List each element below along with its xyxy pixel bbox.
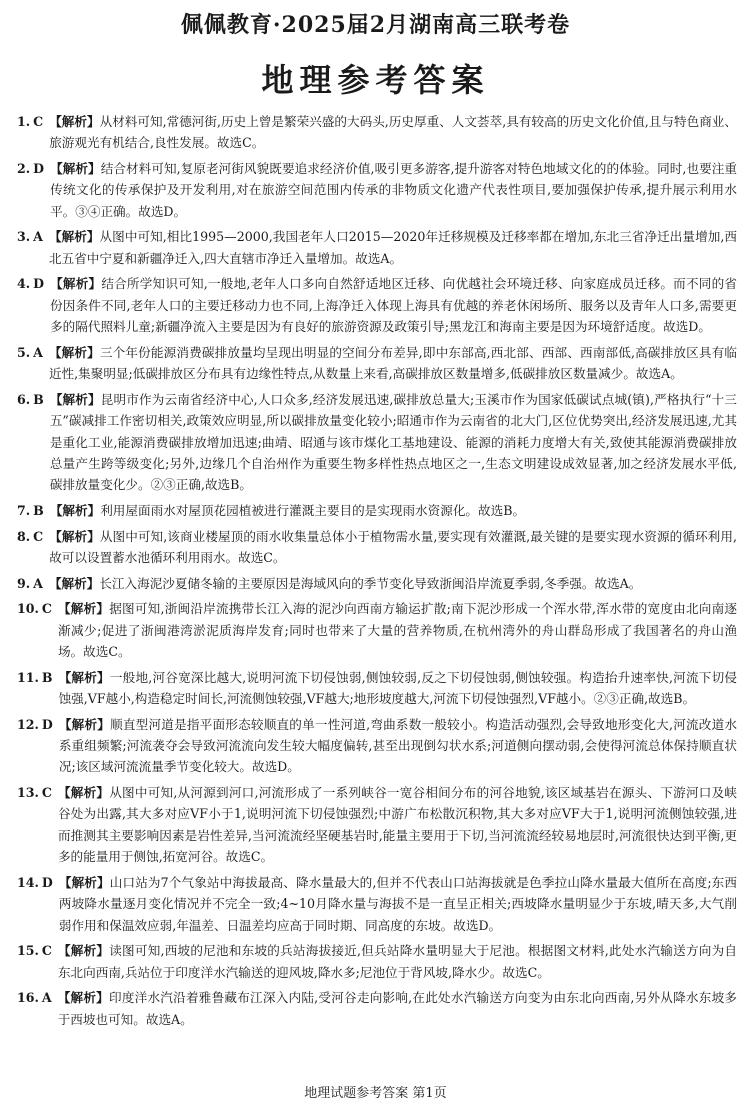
question-number: 4.	[17, 276, 31, 292]
explanation-text: 从图中可知,从河源到河口,河流形成了一系列峡谷一宽谷相间分布的河谷地貌,该区域基岩在源头、下游河口及峡谷处为出露,其大多对应VF小于1,说明河流下切侵蚀强烈;中游广布松散沉积物,其大多对应VF大于1,说明河流侧蚀较强,进而推测其主要影响因素是岩性差异,当河流流经坚硬基岩时,能量主要用于下切,当河流流经较易地层时,河流很快达到平衡,更多的能量用于侧蚀,拓宽河谷。故选C。	[57, 785, 737, 865]
answer-explanation	[50, 158, 737, 222]
answer-explanation	[49, 226, 737, 269]
answer-number	[17, 158, 50, 222]
answer-explanation	[59, 714, 737, 778]
explanation-text: 结合所学知识可知,一般地,老年人口多向自然舒适地区迁移、向优越社会环境迁移、向家庭成员迁移。而不同的省份因条件不同,老年人口的主要迁移动力也不同,上海净迁入体现上海具有优越的养老休闲场所、服务以及青年人口多,需要更多的隔代照料儿童;新疆净流入主要是因为有良好的旅游资源及政策引导;黑龙江和海南主要是因为环境舒适度。故选D。	[50, 276, 738, 335]
question-number: 12.	[17, 716, 39, 732]
analysis-tag: 【解析】	[50, 161, 101, 176]
answer-item	[17, 714, 737, 778]
explanation-text: 读图可知,西坡的尼池和东坡的兵站海拔接近,但兵站降水量明显大于尼池。根据图文材料,此处水汽输送方向为自东北向西南,兵站位于印度洋水汽输送的迎风坡,降水多;尼池位于背风坡,降水少。故选C。	[57, 943, 737, 980]
explanation-text: 从图中可知,该商业楼屋顶的雨水收集量总体小于植物需水量,要实现有效灌溉,最关键的是要实现水资源的循环利用,故可以设置蓄水池循环利用雨水。故选C。	[49, 528, 738, 566]
answer-item	[17, 342, 737, 385]
question-number: 1.	[17, 114, 31, 129]
answer-choice: A	[33, 575, 43, 591]
analysis-tag: 【解析】	[57, 785, 110, 801]
question-number: 15.	[17, 943, 39, 959]
answer-number	[17, 872, 59, 936]
answer-explanation	[49, 573, 737, 594]
explanation-text: 山口站为7个气象站中海拔最高、降水量最大的,但并不代表山口站海拔就是色季拉山降水量最大值所在高度;东西两坡降水量逐月变化情况并不完全一致;4~10月降水量与海拔不是一直呈正相关;西坡降水量明显少于东坡,晴天多,大气削弱作用和保温效应弱,年温差、日温差均应高于同时期、同高度的东坡。故选D。	[58, 874, 738, 933]
answer-explanation	[49, 526, 737, 569]
answer-explanation	[59, 667, 737, 710]
analysis-tag: 【解析】	[49, 503, 101, 519]
answer-explanation	[58, 940, 737, 983]
question-number: 2.	[17, 161, 31, 176]
answer-number	[17, 782, 58, 868]
question-number: 10.	[17, 601, 39, 617]
answer-item	[17, 226, 737, 269]
answer-number	[17, 111, 49, 154]
analysis-tag: 【解析】	[49, 528, 100, 544]
answer-choice: D	[41, 874, 53, 890]
answer-number	[17, 598, 58, 662]
question-number: 16.	[17, 990, 39, 1006]
question-number: 7.	[17, 503, 31, 519]
answer-explanation	[58, 598, 737, 662]
analysis-tag: 【解析】	[57, 990, 109, 1006]
analysis-tag: 【解析】	[58, 669, 110, 685]
answer-item	[17, 782, 737, 868]
analysis-tag: 【解析】	[50, 276, 102, 292]
question-number: 11.	[17, 669, 39, 685]
answer-number	[17, 573, 49, 594]
answer-item	[17, 872, 737, 936]
answer-number	[17, 342, 49, 385]
answer-item	[17, 940, 737, 983]
explanation-text: 据图可知,浙闽沿岸流携带长江入海的泥沙向西南方输运扩散;南下泥沙形成一个浑水带,浑水带的宽度由北向南逐渐减少;促进了浙闽港湾淤泥质海岸发育;同时也带来了大量的营养物质,在杭州湾外的舟山群岛形成了我国著名的舟山渔场。故选C。	[57, 601, 738, 660]
question-number: 8.	[17, 528, 31, 544]
answer-explanation	[50, 500, 737, 521]
answer-explanation	[50, 389, 737, 496]
answer-choice: D	[33, 161, 45, 176]
answer-choice: C	[33, 114, 44, 129]
answer-choice: C	[41, 601, 52, 617]
question-number: 3.	[17, 229, 31, 245]
explanation-text: 一般地,河谷宽深比越大,说明河流下切侵蚀弱,侧蚀较弱,反之下切侵蚀弱,侧蚀较强。构造抬升速率快,河流下切侵蚀强,VF越小,构造稳定时间长,河流侧蚀较强,VF越大;地形坡度越大,河流下切侵蚀强烈,VF越小。②③正确,故选B。	[58, 669, 737, 707]
answer-explanation	[49, 342, 737, 385]
explanation-text: 从图中可知,相比1995—2000,我国老年人口2015—2020年迁移规模及迁移率都在增加,东北三省净迁出量增加,西北五省中宁夏和新疆净迁入,四大直辖市净迁入量增加。故选A。	[48, 229, 738, 266]
answer-item	[17, 573, 737, 594]
answer-number	[17, 389, 50, 496]
page-title: 地理参考答案	[261, 61, 490, 99]
answer-explanation	[49, 111, 737, 154]
question-number: 5.	[17, 344, 31, 360]
answer-item	[17, 500, 737, 521]
answer-number	[17, 667, 59, 710]
answer-choice: D	[41, 716, 53, 732]
explanation-text: 结合材料可知,复原老河街风貌既要追求经济价值,吸引更多游客,提升游客对特色地域文化的的体验。同时,也要注重传统文化的传承保护及开发利用,对在旅游空间范围内传承的非物质文化遗产代表性项目,要加强保护传承,提升展示利用水平。③④正确。故选D。	[50, 161, 738, 219]
answer-number	[17, 714, 59, 778]
answer-item	[17, 389, 737, 496]
answer-number	[17, 987, 58, 1030]
answer-explanation	[58, 782, 737, 868]
answer-choice: A	[41, 990, 52, 1006]
answer-item	[17, 158, 737, 222]
analysis-tag: 【解析】	[49, 391, 101, 407]
answer-choice: A	[33, 344, 43, 360]
page-footer: 地理试题参考答案 第1页	[304, 1086, 447, 1101]
answer-choice: A	[33, 229, 43, 245]
explanation-text: 三个年份能源消费碳排放量均呈现出明显的空间分布差异,即中东部高,西北部、西部、西南部低,高碳排放区具有临近性,集聚明显;低碳排放区分布具有边缘性特点,从数量上来看,高碳排放区数量增多,低碳排放区数量减少。故选A。	[48, 344, 737, 382]
explanation-text: 利用屋面雨水对屋顶花园植被进行灌溉主要目的是实现雨水资源化。故选B。	[100, 503, 526, 519]
explanation-text: 长江入海泥沙夏储冬输的主要原因是海域风向的季节变化导致浙闽沿岸流夏季弱,冬季强。故选A。	[99, 575, 642, 591]
answer-explanation	[59, 872, 737, 936]
answer-item	[17, 111, 737, 154]
answer-number	[17, 940, 58, 983]
answer-item	[17, 667, 737, 710]
analysis-tag: 【解析】	[58, 716, 111, 732]
question-number: 13.	[17, 785, 39, 801]
explanation-text: 顺直型河道是指平面形态较顺直的单一性河道,弯曲系数一般较小。构造活动强烈,会导致地形变化大,河流改道水系重组频繁;河流袭夺会导致河流流向发生较大幅度偏转,甚至出现倒勾状水系;河道侧向摆动弱,会使得河流总体保持顺直状况;该区域河流流量季节变化较大。故选D。	[58, 716, 738, 775]
answer-explanation	[50, 273, 737, 337]
answer-choice: B	[33, 391, 44, 407]
analysis-tag: 【解析】	[48, 575, 100, 591]
answer-number	[17, 226, 49, 269]
answer-item	[17, 987, 737, 1030]
answer-explanation	[58, 987, 737, 1030]
answer-list	[17, 111, 737, 1034]
answer-item	[17, 526, 737, 569]
answer-choice: C	[41, 785, 52, 801]
exam-header: 佩佩教育·2025届2月湖南高三联考卷	[180, 12, 571, 38]
answer-choice: B	[41, 669, 53, 685]
answer-choice: C	[41, 943, 52, 959]
analysis-tag: 【解析】	[57, 601, 110, 617]
answer-choice: C	[33, 528, 44, 544]
answer-choice: D	[33, 276, 45, 292]
question-number: 9.	[17, 575, 31, 591]
analysis-tag: 【解析】	[49, 114, 100, 129]
question-number: 14.	[17, 874, 39, 890]
answer-number	[17, 500, 50, 521]
analysis-tag: 【解析】	[58, 874, 110, 890]
answer-item	[17, 273, 737, 337]
analysis-tag: 【解析】	[57, 943, 110, 959]
explanation-text: 印度洋水汽沿着雅鲁藏布江深入内陆,受河谷走向影响,在此处水汽输送方向变为由东北向西南,另外从降水东坡多于西坡也可知。故选A。	[57, 990, 737, 1027]
question-number: 6.	[17, 391, 31, 407]
answer-item	[17, 598, 737, 662]
answer-number	[17, 526, 49, 569]
analysis-tag: 【解析】	[48, 344, 100, 360]
answer-choice: B	[33, 503, 44, 519]
answer-number	[17, 273, 50, 337]
explanation-text: 从材料可知,常德河街,历史上曾是繁荣兴盛的大码头,历史厚重、人文荟萃,具有较高的历史文化价值,且与特色商业、旅游观光有机结合,良性发展。故选C。	[49, 114, 737, 151]
analysis-tag: 【解析】	[48, 229, 100, 245]
explanation-text: 昆明市作为云南省经济中心,人口众多,经济发展迅速,碳排放总量大;玉溪市作为国家低碳试点城(镇),严格执行“十三五”碳减排工作密切相关,政策效应明显,所以碳排放量变化较小;昭通市作为云南省的北大门,区位优势突出,经济发展迅速,尤其是重化工业,能源消费碳排放增加迅速;曲靖、昭通与该市煤化工基地建设、能源的消耗力度增大有关,致使其能源消费碳排放总量产生跨等级变化;另外,边缘几个自治州作为重要生物多样性热点地区之一,生态文明建设成效显著,加之经济发展水平低,碳排放量变化少。②③正确,故选B。	[49, 391, 737, 493]
